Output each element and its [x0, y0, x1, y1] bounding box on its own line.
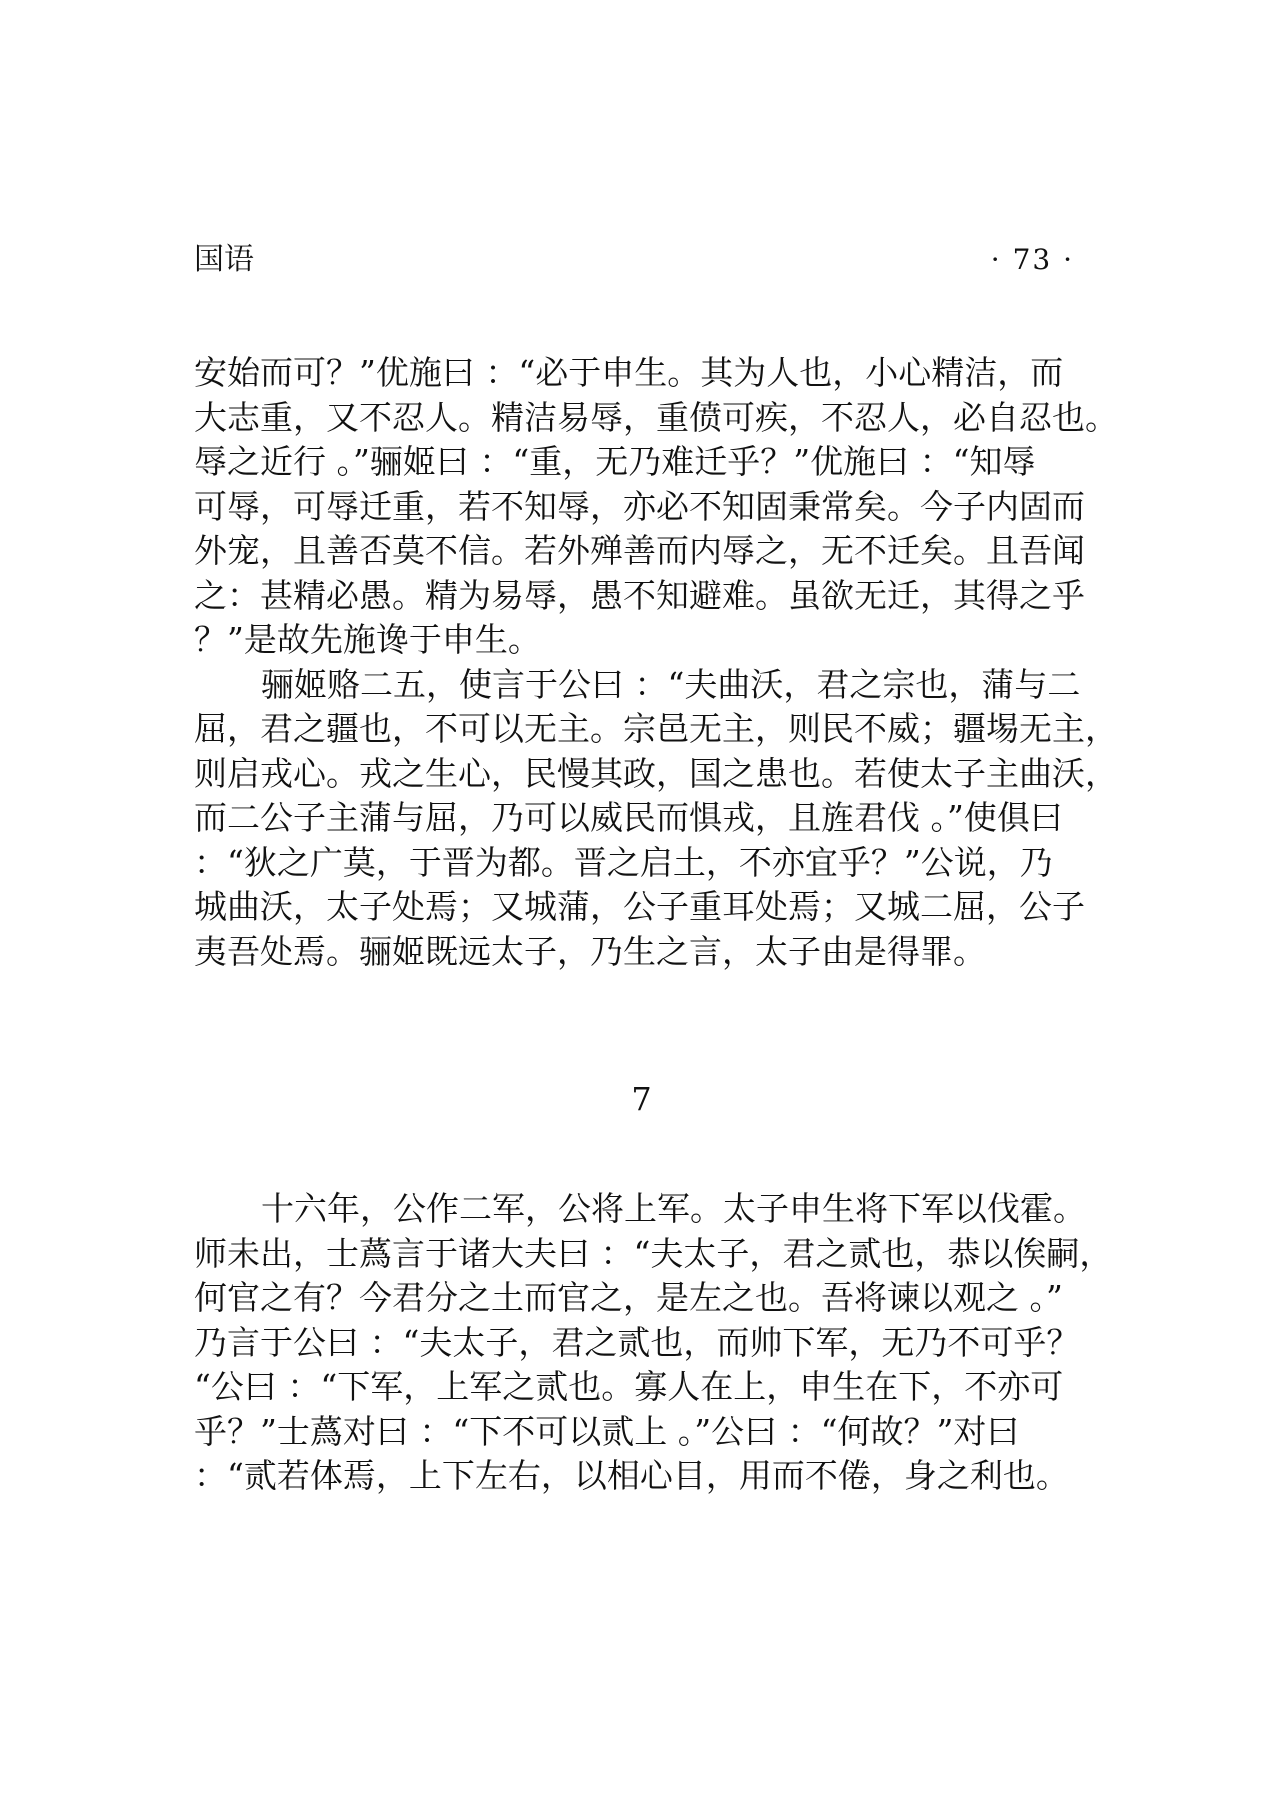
text-line: 大志重，又不忍人。精洁易辱，重偾可疾，不忍人，必自忍也。: [194, 397, 1118, 437]
text-line: 乎？”士蔿对曰 ：“下不可以贰上 。”公曰 ：“何故？”对曰: [194, 1411, 1020, 1451]
text-line: 可辱，可辱迁重，若不知辱，亦必不知固秉常矣。今子内固而: [194, 486, 1085, 526]
page-header: [194, 240, 1074, 280]
text-line: 之：甚精必愚。精为易辱，愚不知避难。虽欲无迁，其得之乎: [194, 575, 1085, 615]
text-line: 师未出，士蔿言于诸大夫曰 ：“夫太子，君之贰也，恭以俟嗣，: [194, 1233, 1113, 1273]
text-line: 外宠，且善否莫不信。若外殚善而内辱之，无不迁矣。且吾闻: [194, 531, 1085, 570]
text-line: 而二公子主蒲与屈，乃可以威民而惧戎，且旌君伐 。”使俱曰: [194, 798, 1063, 837]
text-line: 安始而可？”优施曰 ：“必于申生。其为人也，小心精洁，而: [194, 353, 1064, 392]
text-block-1: [194, 351, 1118, 974]
section-number: 7: [631, 1080, 652, 1118]
text-line: “公曰 ：“下军，上军之贰也。寡人在上，申生在下，不亦可: [194, 1367, 1064, 1406]
text-line: ：“贰若体焉，上下左右，以相心目，用而不倦，身之利也。: [194, 1456, 1069, 1495]
page-number: · 73 ·: [990, 243, 1074, 276]
book-title: 国语: [194, 242, 254, 277]
text-line: 则启戎心。戎之生心，民慢其政，国之患也。若使太子主曲沃，: [194, 753, 1118, 793]
text-line: ？”是故先施谗于申生。: [194, 620, 541, 659]
text-line: 辱之近行 。”骊姬曰 ：“重，无乃难迁乎？”优施曰 ：“知辱: [194, 442, 1036, 481]
text-line: ：“狄之广莫，于晋为都。晋之启土，不亦宜乎？”公说，乃: [194, 842, 1053, 882]
text-line: 乃言于公曰 ：“夫太子，君之贰也，而帅下军，无乃不可乎？: [194, 1322, 1080, 1362]
text-line: 城曲沃，太子处焉；又城蒲，公子重耳处焉；又城二屈，公子: [194, 887, 1085, 926]
paragraph-start-line: 骊姬赂二五，使言于公曰 ：“夫曲沃，君之宗也，蒲与二: [261, 664, 1081, 704]
text-block-2: [194, 1187, 1114, 1499]
text-line: 屈，君之疆也，不可以无主。宗邑无主，则民不威；疆埸无主，: [194, 709, 1118, 748]
paragraph-start-line: 十六年，公作二军，公将上军。太子申生将下军以伐霍。: [261, 1189, 1086, 1228]
text-line: 夷吾处焉。骊姬既远太子，乃生之言，太子由是得罪。: [194, 931, 986, 971]
text-line: 何官之有？今君分之土而官之，是左之也。吾将谏以观之 。”: [194, 1278, 1063, 1317]
